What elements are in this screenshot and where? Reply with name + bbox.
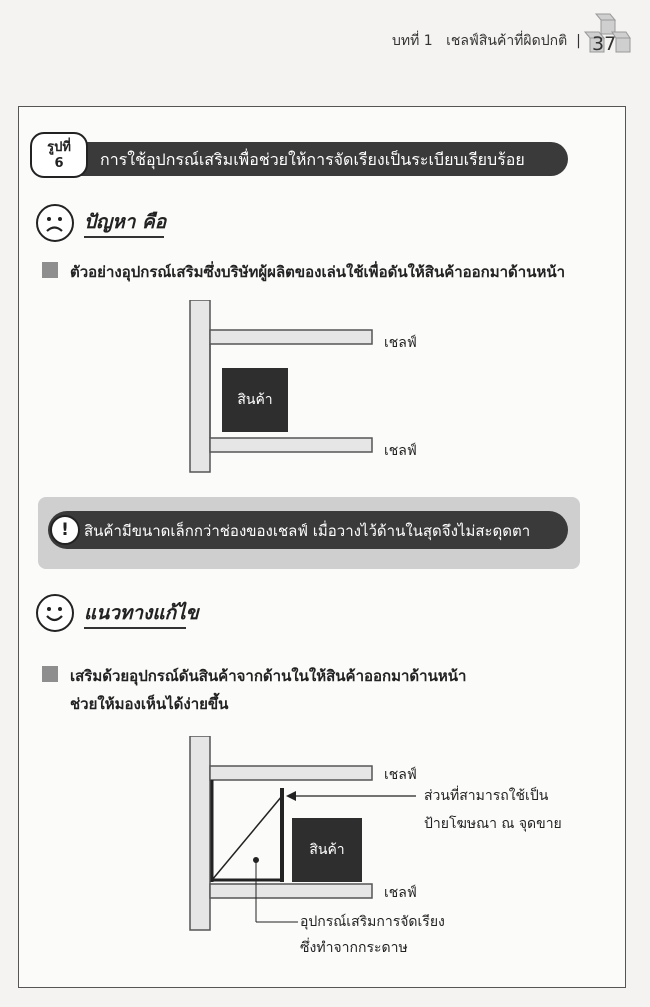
pusher-annotation — [300, 912, 445, 958]
bullet-square — [42, 262, 58, 278]
shelf-label-top: เชลฟ์ — [384, 767, 417, 783]
warning-text: สินค้ามีขนาดเล็กกว่าช่องของเชลฟ์ เมื่อวางไว้ด้านในสุดจึงไม่สะดุดตา — [84, 522, 531, 540]
page-number: 37 — [592, 33, 617, 55]
shelf-top — [210, 330, 372, 344]
shelf-wall — [190, 300, 210, 472]
figure-number: 6 — [54, 156, 64, 171]
shelf-wall — [190, 736, 210, 930]
annotation-line: ป้ายโฆษณา ณ จุดขาย — [424, 816, 562, 832]
solution-bullet-line2: ช่วยให้มองเห็นได้ง่ายขึ้น — [70, 695, 229, 713]
annotation-line: ซึ่งทำจากกระดาษ — [300, 940, 408, 956]
shelf-label-top: เชลฟ์ — [384, 335, 417, 351]
annotation-line: อุปกรณ์เสริมการจัดเรียง — [300, 914, 445, 930]
product-box: สินค้า — [222, 368, 288, 432]
chapter-title: เชลฟ์สินค้าที่ผิดปกติ — [446, 33, 568, 49]
figure-label: รูปที่ — [47, 140, 71, 155]
solution-bullet-line1: เสริมด้วยอุปกรณ์ดันสินค้าจากด้านในให้สินค้าออกมาด้านหน้า — [70, 667, 467, 685]
shelf-bottom — [210, 884, 372, 898]
problem-heading-underline — [84, 236, 164, 238]
sad-face-icon — [36, 204, 74, 242]
problem-heading: ปัญหา คือ — [84, 211, 167, 233]
chapter-separator: | — [571, 33, 581, 49]
shelf-top — [210, 766, 372, 780]
figure-badge — [30, 132, 88, 178]
figure-title: การใช้อุปกรณ์เสริมเพื่อช่วยให้การจัดเรียงเป็นระเบียบเรียบร้อย — [100, 150, 525, 169]
solution-heading: แนวทางแก้ไข — [84, 602, 199, 624]
problem-bullet-text: ตัวอย่างอุปกรณ์เสริมซึ่งบริษัทผู้ผลิตของเล่นใช้เพื่อดันให้สินค้าออกมาด้านหน้า — [70, 263, 566, 281]
shelf-label-bottom: เชลฟ์ — [384, 443, 417, 459]
shelf-bottom — [210, 438, 372, 452]
smile-face-icon — [36, 594, 74, 632]
annotation-line: ส่วนที่สามารถใช้เป็น — [424, 788, 549, 804]
chapter-label: บทที่ 1 — [392, 33, 433, 49]
product-box: สินค้า — [292, 818, 362, 882]
bullet-square — [42, 666, 58, 682]
exclamation-icon: ! — [50, 515, 80, 545]
shelf-label-bottom: เชลฟ์ — [384, 885, 417, 901]
chapter-header — [392, 30, 581, 52]
pop-sign-annotation — [424, 786, 562, 834]
solution-heading-underline — [84, 627, 186, 629]
